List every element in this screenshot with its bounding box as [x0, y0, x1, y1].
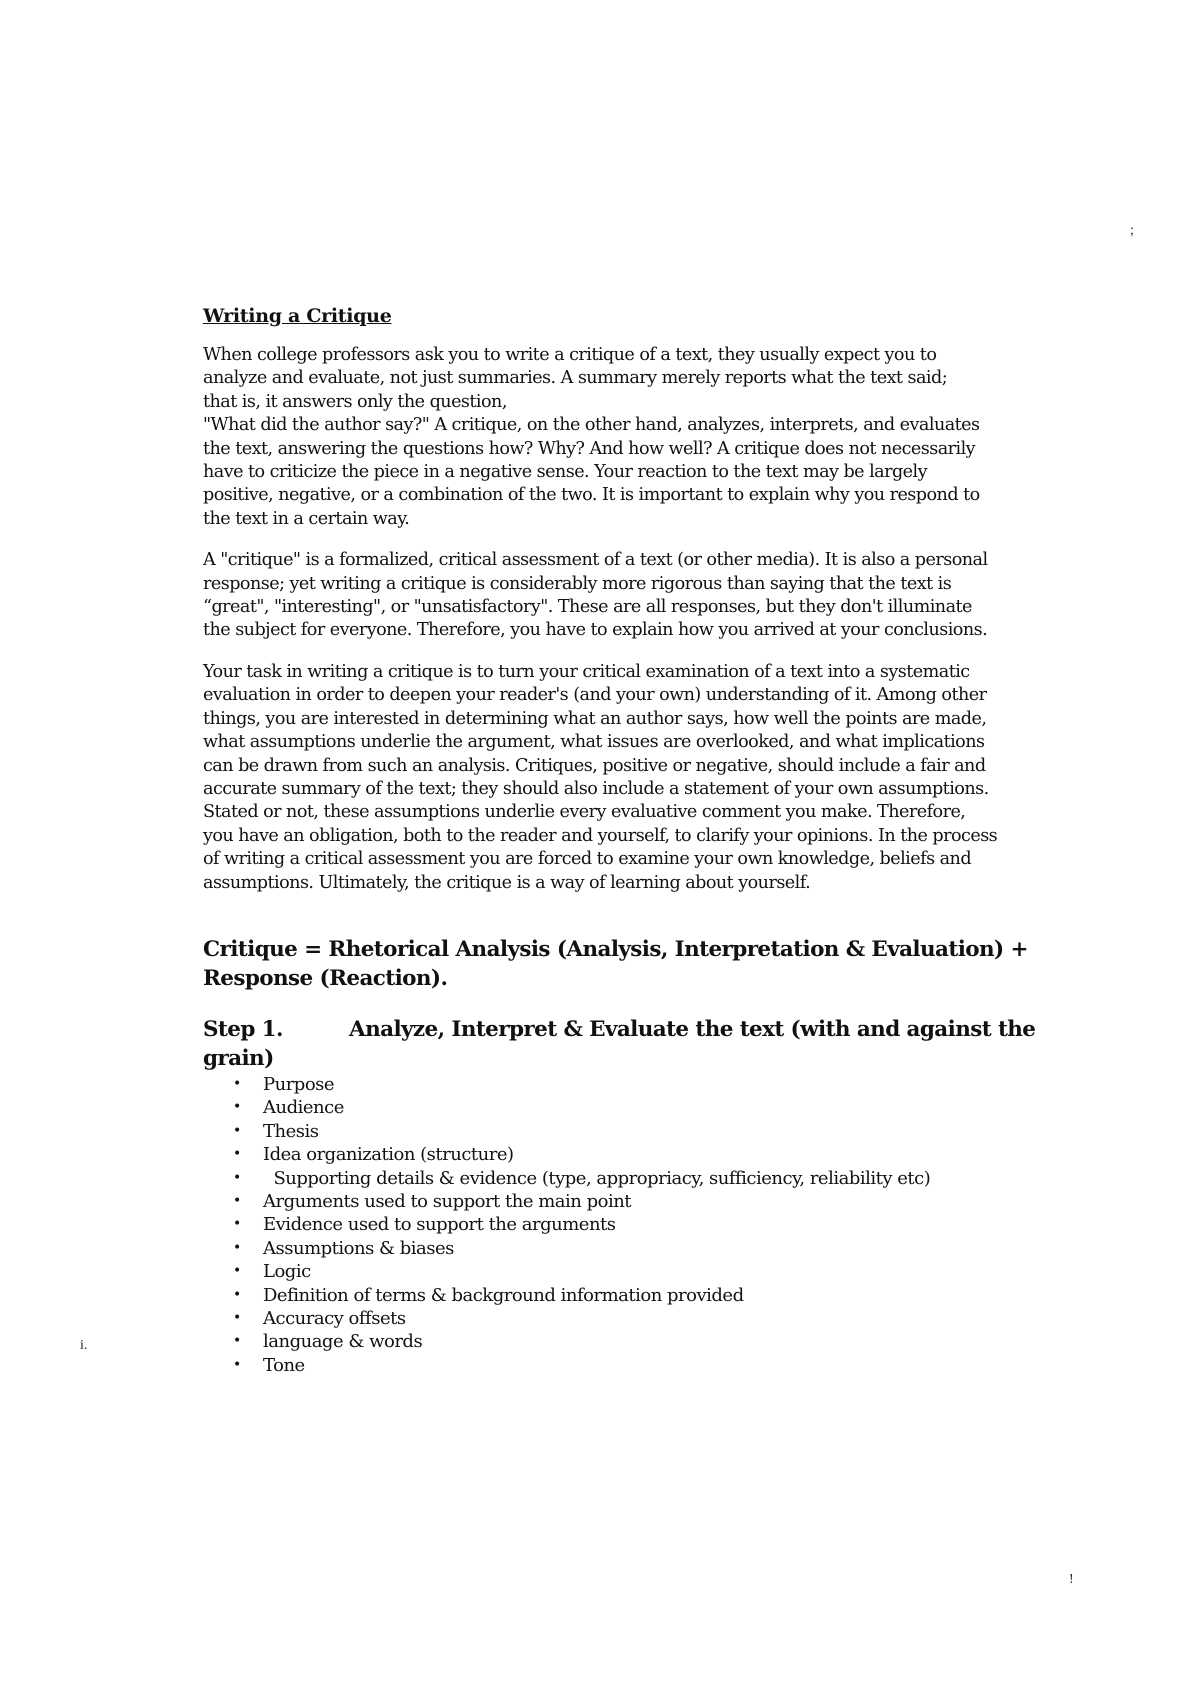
bullet-icon: • — [233, 1333, 241, 1350]
formula-heading — [203, 935, 1083, 993]
heading-line: Response (Reaction). — [203, 965, 448, 991]
bullet-icon: • — [233, 1310, 241, 1326]
paragraph-line: of writing a critical assessment you are forced to examine your own knowledge, beliefs and — [203, 849, 972, 870]
step-title: Analyze, Interpret & Evaluate the text (with and against the — [349, 1016, 1036, 1042]
bullet-icon: • — [233, 1146, 241, 1163]
step-title-continued: grain) — [203, 1045, 274, 1071]
paragraph-line: evaluation in order to deepen your reader's (and your own) understanding of it. Among other — [203, 685, 987, 706]
heading-line: Critique = Rhetorical Analysis (Analysis, Interpretation & Evaluation) + — [203, 936, 1028, 962]
bullet-icon: • — [233, 1099, 241, 1116]
paragraph-line: positive, negative, or a combination of the two. It is important to explain why you respond to — [203, 485, 980, 506]
bullet-icon: • — [233, 1192, 241, 1209]
paragraph-task — [203, 661, 1083, 895]
paragraph-definition — [203, 549, 1083, 643]
list-item: • Arguments used to support the main point — [233, 1190, 632, 1212]
step-1-list — [203, 1073, 1083, 1377]
paragraph-line: Stated or not, these assumptions underlie every evaluative comment you make. Therefore, — [203, 802, 966, 823]
list-item: • Tone — [233, 1354, 305, 1376]
bullet-icon: • — [233, 1356, 241, 1373]
paragraph-line: response; yet writing a critique is considerably more rigorous than saying that the text is — [203, 573, 952, 594]
document-body — [203, 300, 1083, 1377]
paragraph-line: A "critique" is a formalized, critical assessment of a text (or other media). It is also a personal — [203, 550, 988, 571]
list-item: • Audience — [233, 1097, 344, 1119]
paragraph-line: the text in a certain way. — [203, 508, 410, 529]
paragraph-line: can be drawn from such an analysis. Critiques, positive or negative, should include a fair and — [203, 755, 986, 776]
list-item: • language & words — [233, 1331, 423, 1353]
bullet-icon: • — [233, 1216, 241, 1233]
paragraph-line: analyze and evaluate, not just summaries. A summary merely reports what the text said; — [203, 368, 948, 389]
list-item: • Idea organization (structure) — [233, 1144, 514, 1166]
paragraph-line: have to criticize the piece in a negative sense. Your reaction to the text may be largely — [203, 462, 927, 483]
list-item: • Purpose — [233, 1073, 335, 1095]
paragraph-line: assumptions. Ultimately, the critique is a way of learning about yourself. — [203, 872, 811, 893]
list-item: • Assumptions & biases — [233, 1237, 454, 1259]
bullet-icon: • — [233, 1286, 241, 1303]
page-mark-top: ; — [1130, 223, 1134, 238]
paragraph-line: "What did the author say?" A critique, on the other hand, analyzes, interprets, and evaluates — [203, 415, 980, 436]
document-title: Writing a Critique — [203, 305, 392, 327]
bullet-icon: • — [233, 1263, 241, 1280]
paragraph-line: “great", "interesting", or "unsatisfactory". These are all responses, but they don't illuminate — [203, 597, 972, 618]
list-item: • Supporting details & evidence (type, appropriacy, sufficiency, reliability etc) — [233, 1167, 931, 1189]
bullet-icon: • — [233, 1122, 241, 1139]
paragraph-line: the text, answering the questions how? Why? And how well? A critique does not necessarily — [203, 438, 976, 459]
paragraph-intro — [203, 344, 1083, 531]
page-mark-bottom: ! — [1069, 1572, 1074, 1587]
paragraph-line: Your task in writing a critique is to turn your critical examination of a text into a systematic — [203, 661, 970, 682]
paragraph-line: what assumptions underlie the argument, what issues are overlooked, and what implications — [203, 732, 985, 753]
list-item: • Definition of terms & background information provided — [233, 1284, 744, 1306]
list-item: • Evidence used to support the arguments — [233, 1214, 616, 1236]
list-item: • Thesis — [233, 1120, 319, 1142]
paragraph-line: that is, it answers only the question, — [203, 391, 507, 412]
bullet-icon: • — [233, 1075, 241, 1092]
page-mark-left: i. — [80, 1338, 88, 1353]
bullet-icon: • — [233, 1239, 241, 1256]
list-item: • Logic — [233, 1261, 311, 1283]
paragraph-line: the subject for everyone. Therefore, you have to explain how you arrived at your conclusions. — [203, 620, 988, 641]
list-item: • Accuracy offsets — [233, 1308, 406, 1329]
paragraph-line: accurate summary of the text; they should also include a statement of your own assumptions. — [203, 778, 989, 799]
paragraph-line: you have an obligation, both to the reader and yourself, to clarify your opinions. In the process — [203, 825, 998, 846]
step-1-heading — [203, 1015, 1083, 1073]
paragraph-line: When college professors ask you to write a critique of a text, they usually expect you to — [203, 345, 937, 365]
bullet-icon: • — [233, 1169, 241, 1186]
step-number: Step 1. — [203, 1016, 283, 1042]
paragraph-line: things, you are interested in determining what an author says, how well the points are made, — [203, 708, 987, 729]
